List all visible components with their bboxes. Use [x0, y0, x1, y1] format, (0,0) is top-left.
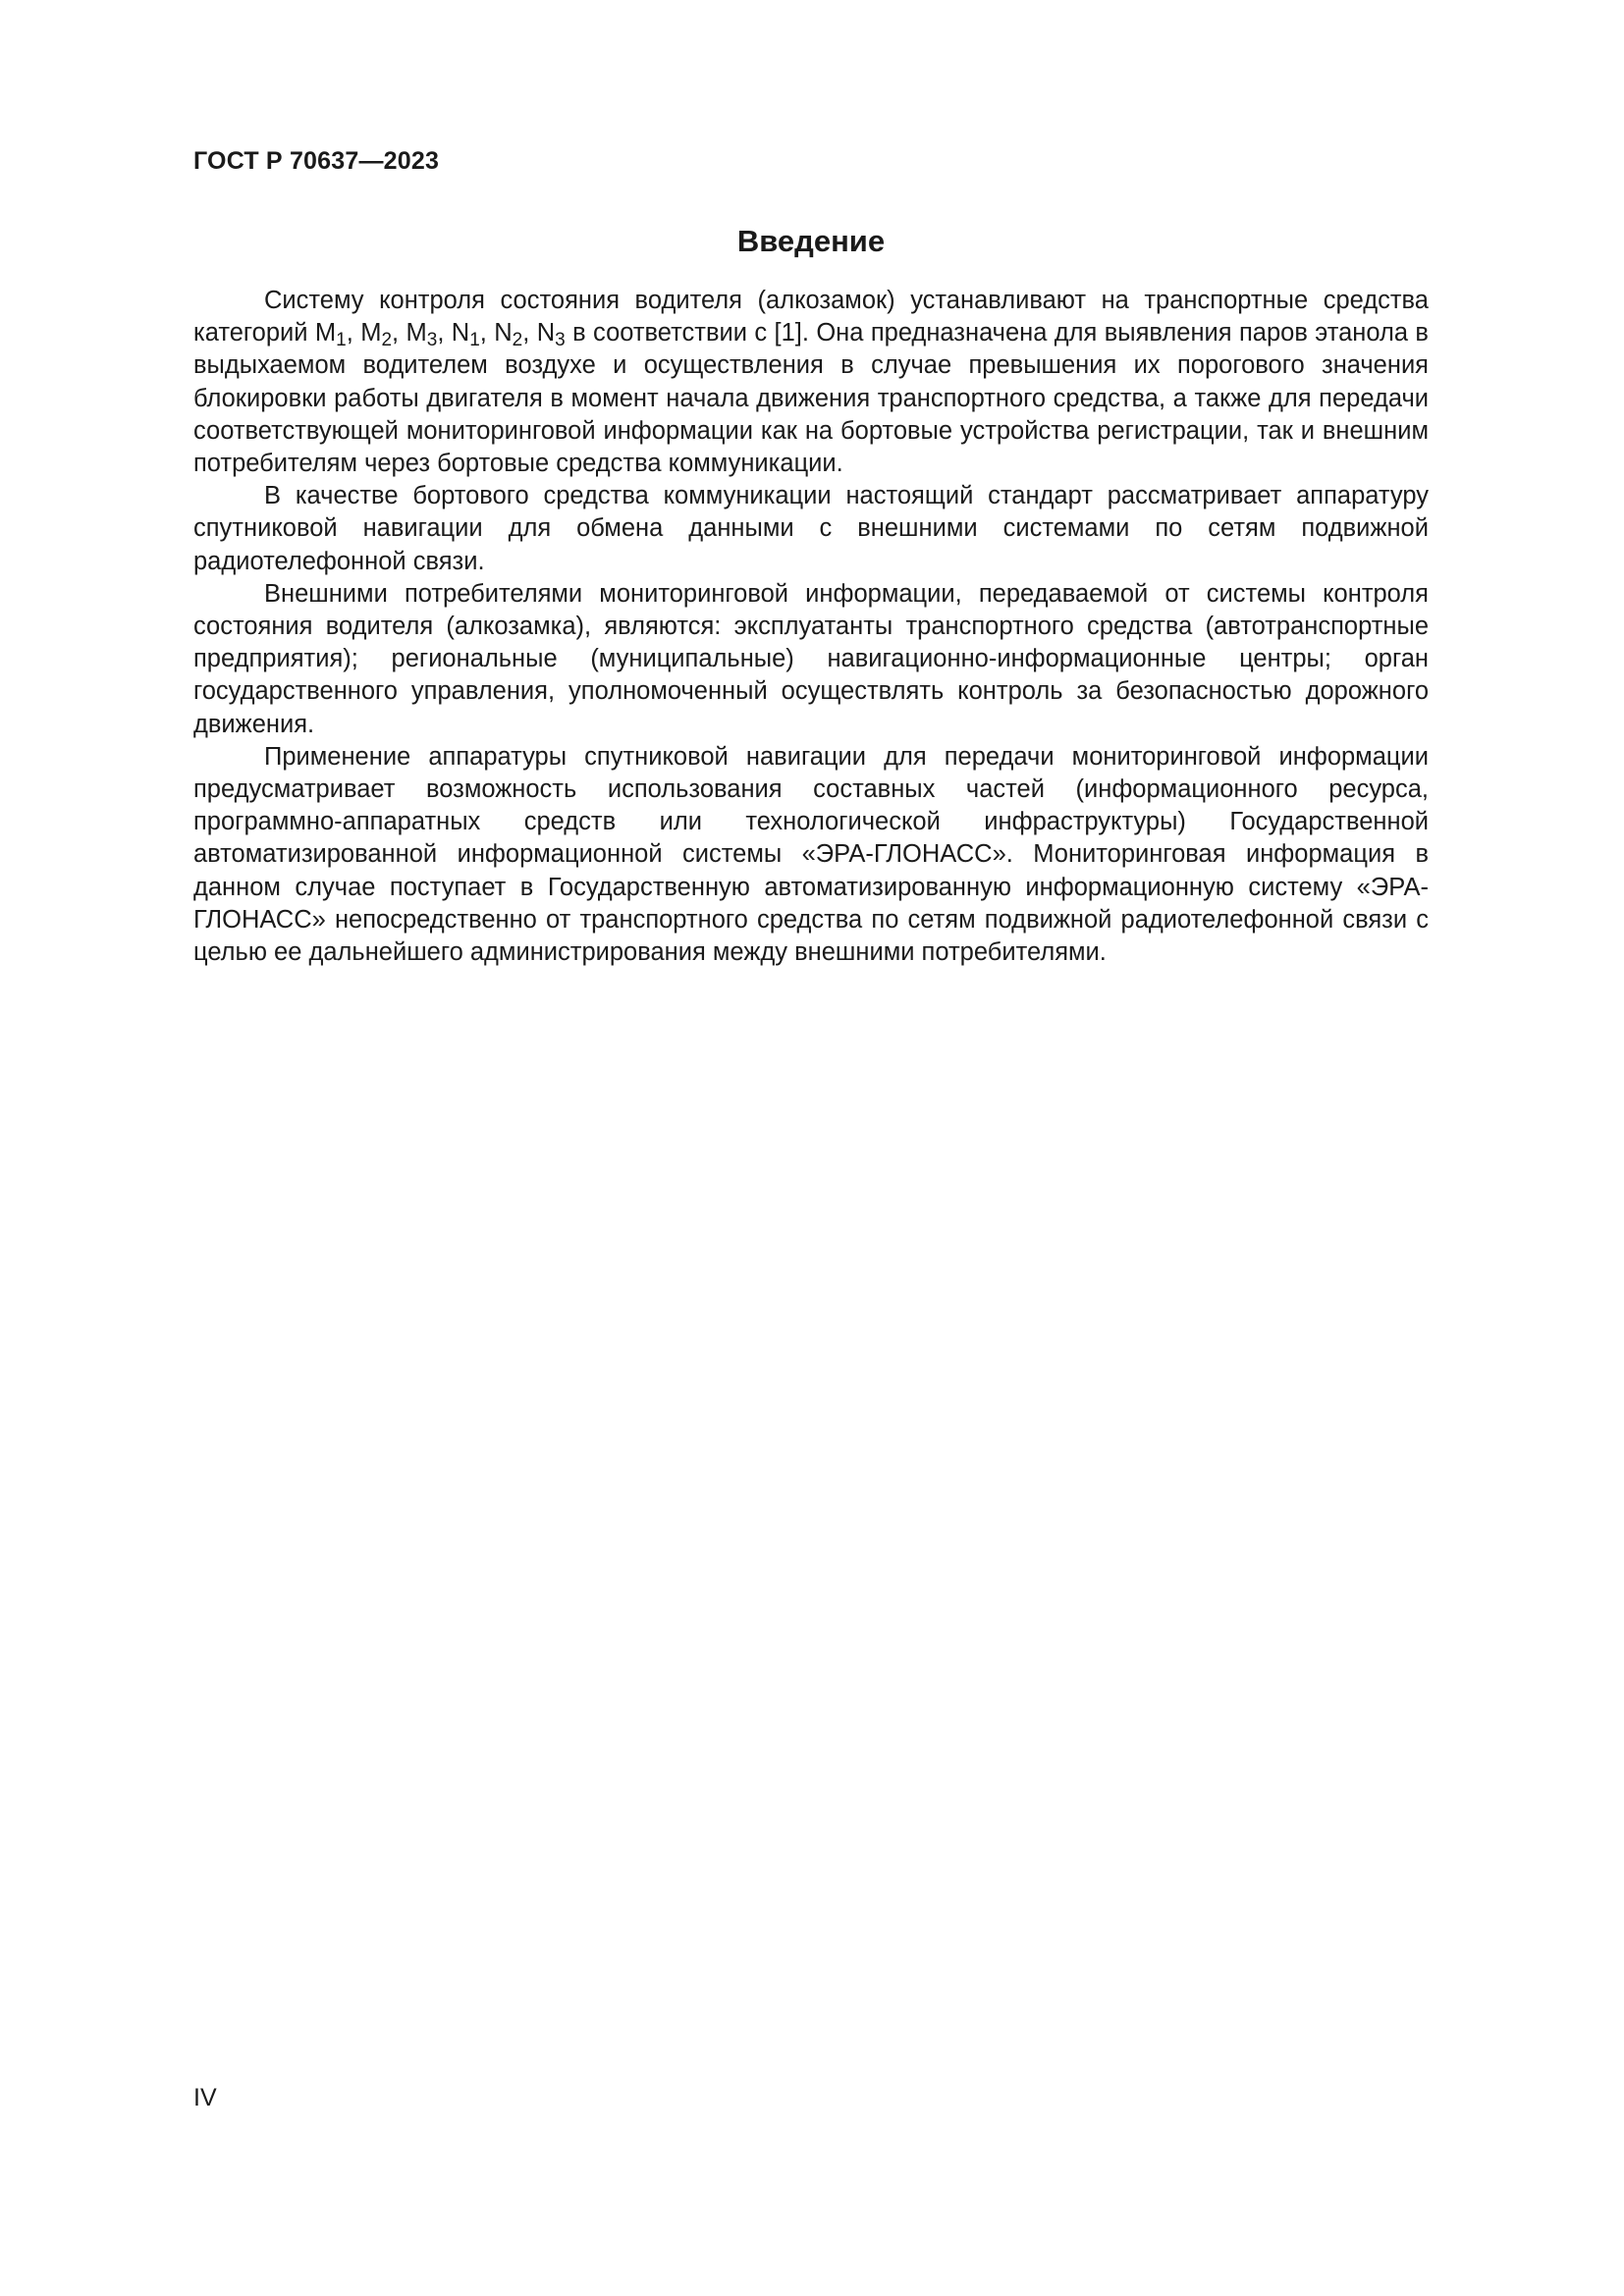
paragraph-1-tail: в соответствии с [1]. Она предназначена для выявления паров этанола в выдыхаемом водителем воздухе и осуществления в случае превышения их порогового значения блокировки работы двигателя в момент начала движения транспортного средства, а также для передачи соответствующей мониторинговой информации как на бортовые устройства регистрации, так и внешним потребителям через бортовые средства коммуникации.: [193, 319, 1429, 478]
page-number: IV: [193, 2084, 217, 2111]
paragraph-4: Применение аппаратуры спутниковой навигации для передачи мониторинговой информации предусматривает возможность использования составных частей (информационного ресурса, программно-аппаратных средств или технологической инфраструктуры) Государственной автоматизированной информационной системы «ЭРА-ГЛОНАСС». Мониторинговая информация в данном случае поступает в Государственную автоматизированную информационную систему «ЭРА-ГЛОНАСС» непосредственно от транспортного средства по сетям подвижной радиотелефонной связи с целью ее дальнейшего администрирования между внешними потребителями.: [193, 742, 1429, 967]
document-header: ГОСТ Р 70637—2023: [193, 147, 440, 175]
category-n3: $N_3$: [536, 319, 566, 351]
paragraph-3: Внешними потребителями мониторинговой информации, передаваемой от системы контроля состояния водителя (алкозамка), являются: эксплуатанты транспортного средства (автотранспортные предприятия); региональные (муниципальные) навигационно-информационные центры; орган государственного управления, уполномоченный осуществлять контроль за безопасностью дорожного движения.: [193, 579, 1429, 738]
paragraph-1: Систему контроля состояния водителя (алкозамок) устанавливают на транспортные средства категорий $M_1$, $M_2$, $M_3$, $N_1$, $N_2$, $N_3$ в соответствии с [1]. Она предназначена для выявления паров этанола в выдыхаемом водителем воздухе и осуществления в случае превышения их порогового значения блокировки работы двигателя в момент начала движения транспортного средства, а также для передачи соответствующей мониторинговой информации как на бортовые устройства регистрации, так и внешним потребителям через бортовые средства коммуникации.: [193, 287, 1429, 478]
category-n2: $N_2$: [494, 319, 523, 351]
body-text: [193, 285, 1429, 969]
section-title: Введение: [736, 224, 886, 258]
category-n1: $N_1$: [451, 319, 480, 351]
category-m3: $M_3$: [406, 319, 438, 351]
category-m2: $M_2$: [360, 319, 393, 351]
category-m1: $M_1$: [314, 319, 347, 351]
paragraph-1-lead: Систему контроля состояния водителя (алкозамок) устанавливают на транспортные средства категорий: [193, 287, 1429, 347]
paragraph-2: В качестве бортового средства коммуникации настоящий стандарт рассматривает аппаратуру спутниковой навигации для обмена данными с внешними системами по сетям подвижной радиотелефонной связи.: [193, 482, 1429, 575]
